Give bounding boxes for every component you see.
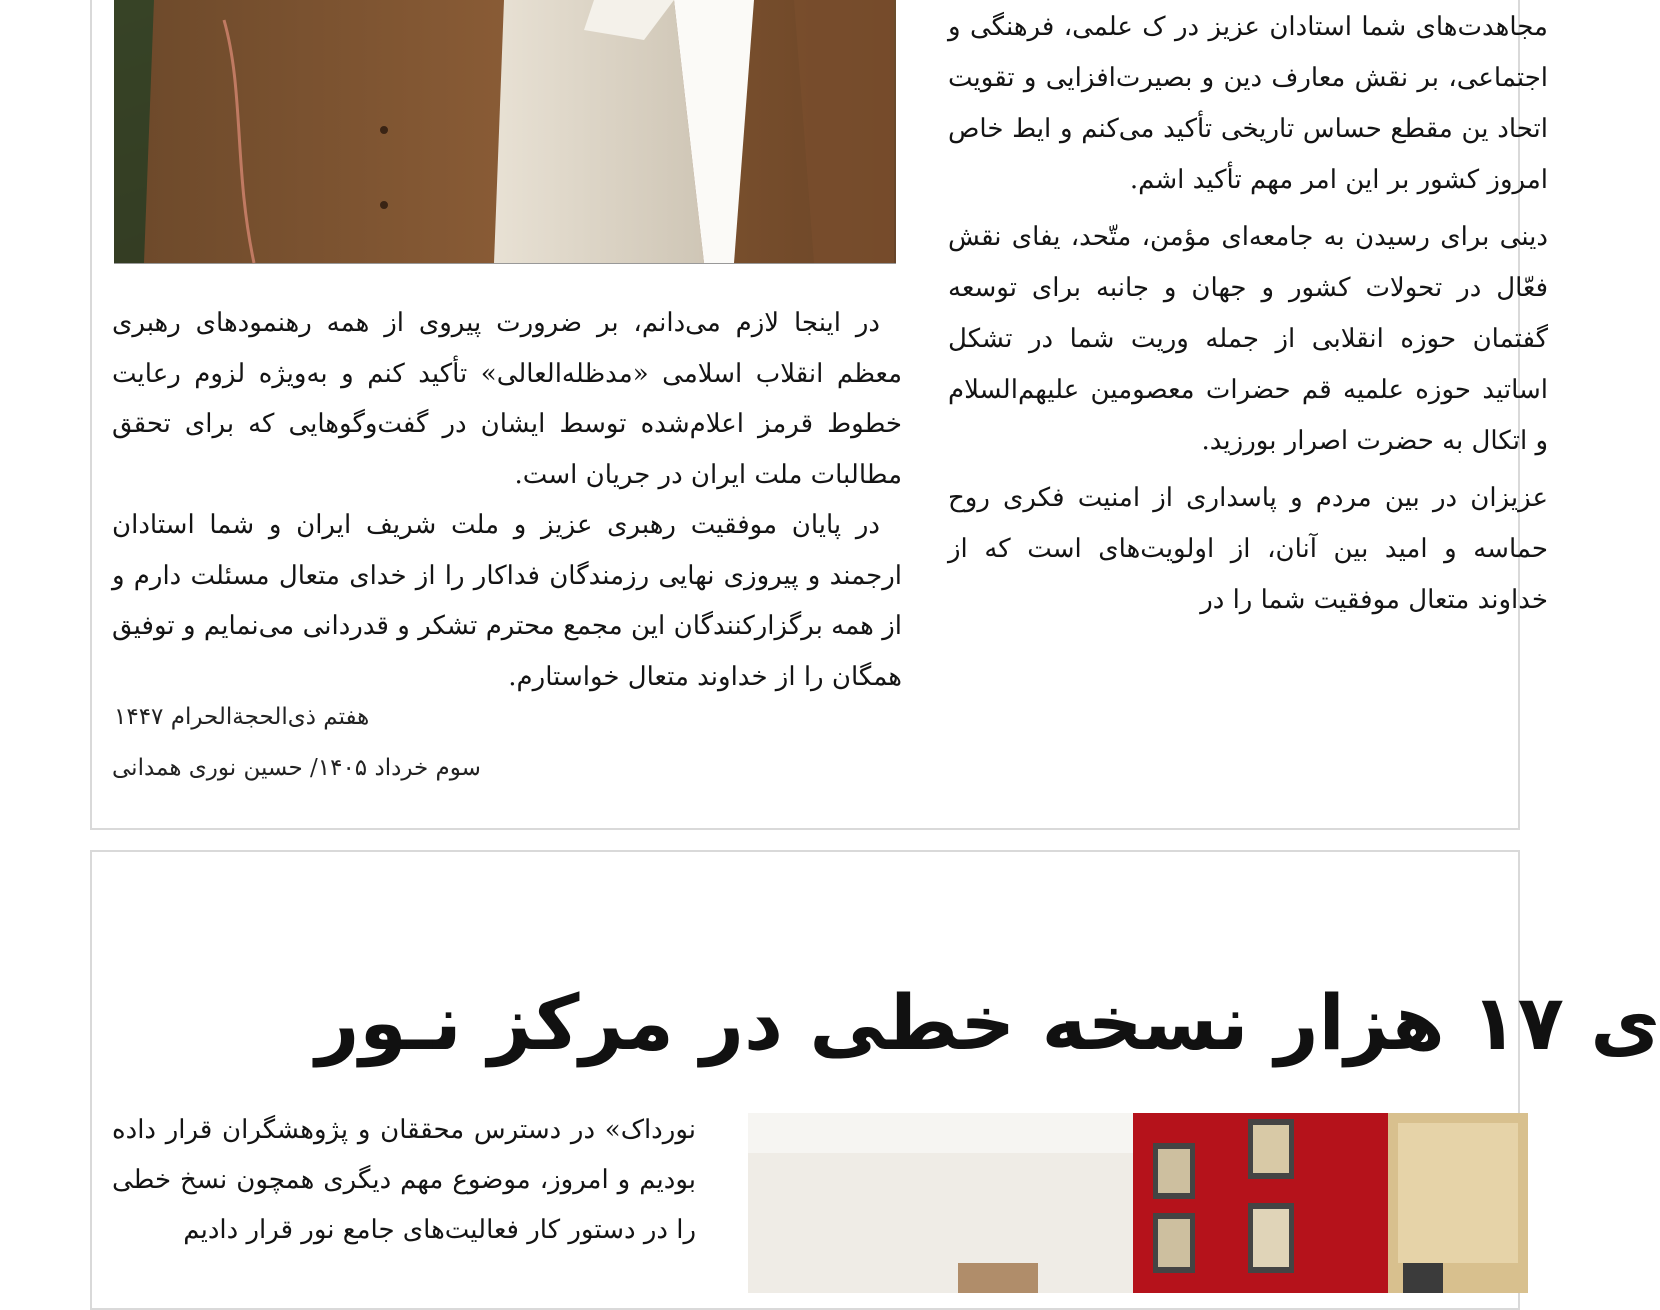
left-paragraph: در اینجا لازم می‌دانم، بر ضرورت پیروی از همه رهنمودهای رهبری معظم انقلاب اسلامی «مدظله‌العالی» تأکید کنم و به‌ویژه لزوم رعایت خطوط قرمز اعلام‌شده توسط ایشان در گفت‌وگوهایی که برای تحقق مطالبات ملت ایران در جریان است. (112, 308, 902, 490)
exhibition-photo (748, 1113, 1528, 1293)
right-paragraph: دینی برای رسیدن به جامعه‌ای مؤمن، متّحد، یفای نقش فعّال در تحولات کشور و جهان و جانبه برای توسعه گفتمان حوزه انقلابی از جمله وریت شما در تشکل اساتید حوزه علمیه قم حضرات معصومین علیهم‌السلام و اتکال به حضرت اصرار بورزید. (948, 222, 1548, 456)
bottom-column-text (112, 1105, 696, 1255)
cleric-photo (114, 0, 896, 264)
right-paragraph: عزیزان در بین مردم و پاسداری از امنیت فکری روح حماسه و امید بین آنان، از اولویت‌های است که از خداوند متعال موفقیت شما را در (948, 483, 1548, 615)
right-column-text (948, 2, 1548, 632)
bottom-paragraph: نورداک» در دسترس محققان و پژوهشگران قرار داده بودیم و امروز، موضوع مهم دیگری همچون نسخ خطی را در دستور کار فعالیت‌های جامع نور قرار دادیم (112, 1115, 696, 1245)
cleric-photo-art (114, 0, 896, 263)
exhibition-photo-art (748, 1113, 1528, 1293)
right-paragraph: مجاهدت‌های شما استادان عزیز در ک علمی، فرهنگی و اجتماعی، بر نقش معارف دین و بصیرت‌افزایی و تقویت اتحاد ین مقطع حساس تاریخی تأکید می‌کنم و ایط خاص امروز کشور بر این امر مهم تأکید اشم. (948, 12, 1548, 195)
left-paragraph: در پایان موفقیت رهبری عزیز و ملت شریف ایران و شما استادان ارجمند و پیروزی نهایی رزمندگان فداکار را از خدای متعال مسئلت دارم و از همه برگزارکنندگان این مجمع محترم تشکر و قدردانی می‌نمایم و توفیق همگان را از خداوند متعال خواستارم. (112, 510, 902, 692)
hijri-date: هفتم ذی‌الحجة‌الحرام ۱۴۴۷ (114, 704, 370, 730)
left-column-text (112, 298, 902, 702)
article-headline: ی ۱۷ هزار نسخه خطی در مرکز نـور (315, 978, 1660, 1067)
signature-date: سوم خرداد ۱۴۰۵/ حسین نوری همدانی (112, 755, 481, 781)
